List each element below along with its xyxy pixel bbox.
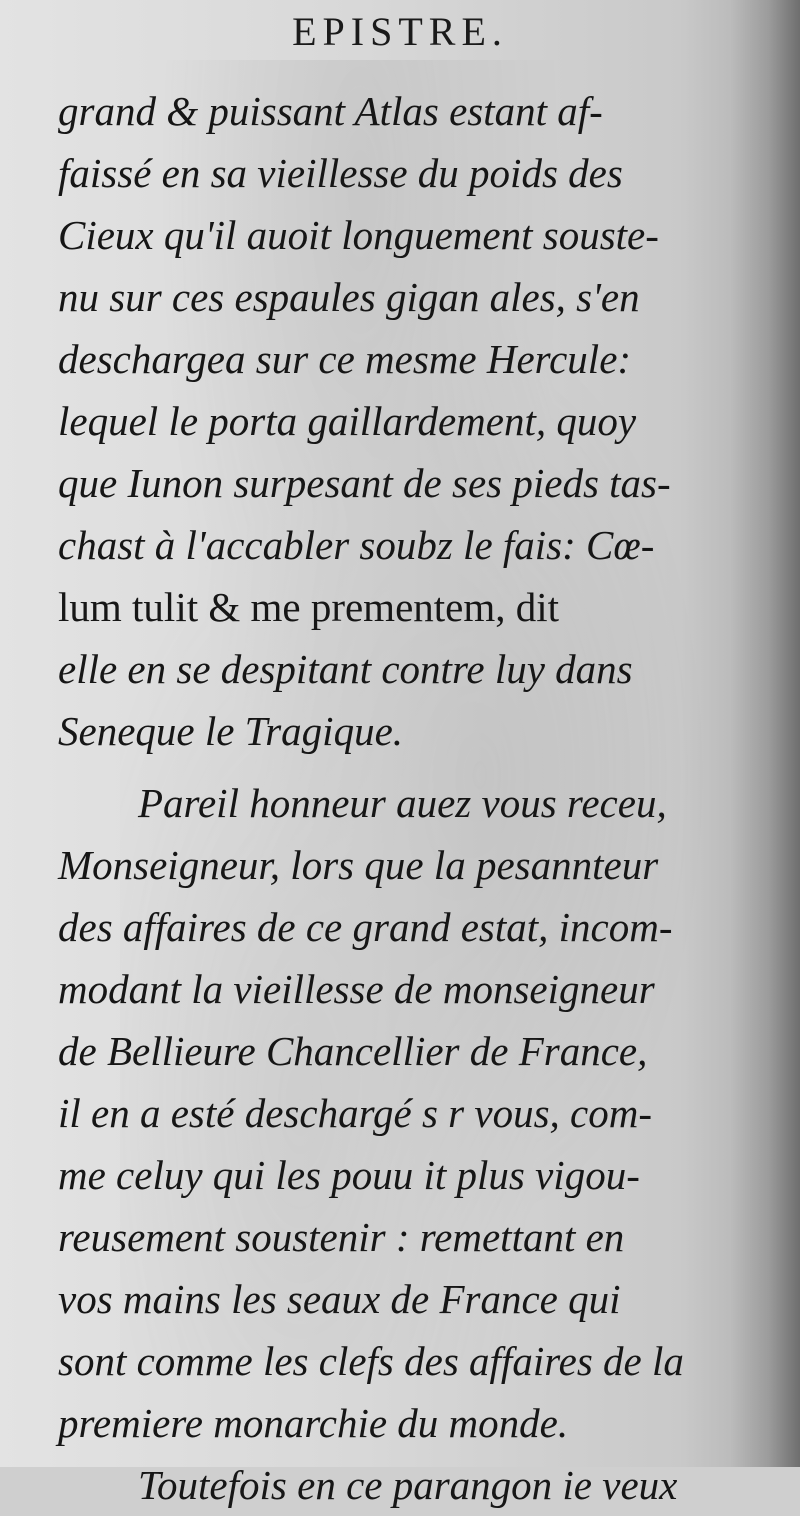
text-line: Cieux qu'il auoit longuement souste- xyxy=(58,212,659,258)
text-line: modant la vieillesse de monseigneur xyxy=(58,966,655,1012)
text-line: deschargea sur ce mesme Hercule: xyxy=(58,336,632,382)
text-line: nu sur ces espaules gigan ales, s'en xyxy=(58,274,640,320)
text-line: grand & puissant Atlas estant af- xyxy=(58,88,603,134)
text-line: Seneque le Tragique. xyxy=(58,708,404,754)
text-line: que Iunon surpesant de ses pieds tas- xyxy=(58,460,671,506)
text-line: chast à l'accabler soubz le fais: Cœ- xyxy=(58,522,655,568)
text-line: lequel le porta gaillardement, quoy xyxy=(58,398,637,444)
text-line: des affaires de ce grand estat, incom- xyxy=(58,904,673,950)
text-line: me celuy qui les pouu it plus vigou- xyxy=(58,1152,640,1198)
text-line: elle en se despitant contre luy dans xyxy=(58,646,633,692)
body-text xyxy=(58,80,748,1516)
text-line-latin: lum tulit & me prementem, dit xyxy=(58,584,560,630)
text-line: premiere monarchie du monde. xyxy=(58,1400,569,1446)
running-title: EPISTRE. xyxy=(292,9,508,54)
text-line: de Bellieure Chancellier de France, xyxy=(58,1028,648,1074)
text-line: faissé en sa vieillesse du poids des xyxy=(58,150,623,196)
paragraph-gap xyxy=(58,762,748,772)
text-line: il en a esté deschargé s r vous, com- xyxy=(58,1090,652,1136)
text-line: sont comme les clefs des affaires de la xyxy=(58,1338,684,1384)
text-line: Pareil honneur auez vous receu, xyxy=(138,780,667,826)
text-line: vos mains les seaux de France qui xyxy=(58,1276,621,1322)
text-line: Toutefois en ce parangon ie veux xyxy=(138,1462,678,1508)
text-line: Monseigneur, lors que la pesannteur xyxy=(58,842,659,888)
text-line: reusement soustenir : remettant en xyxy=(58,1214,625,1260)
